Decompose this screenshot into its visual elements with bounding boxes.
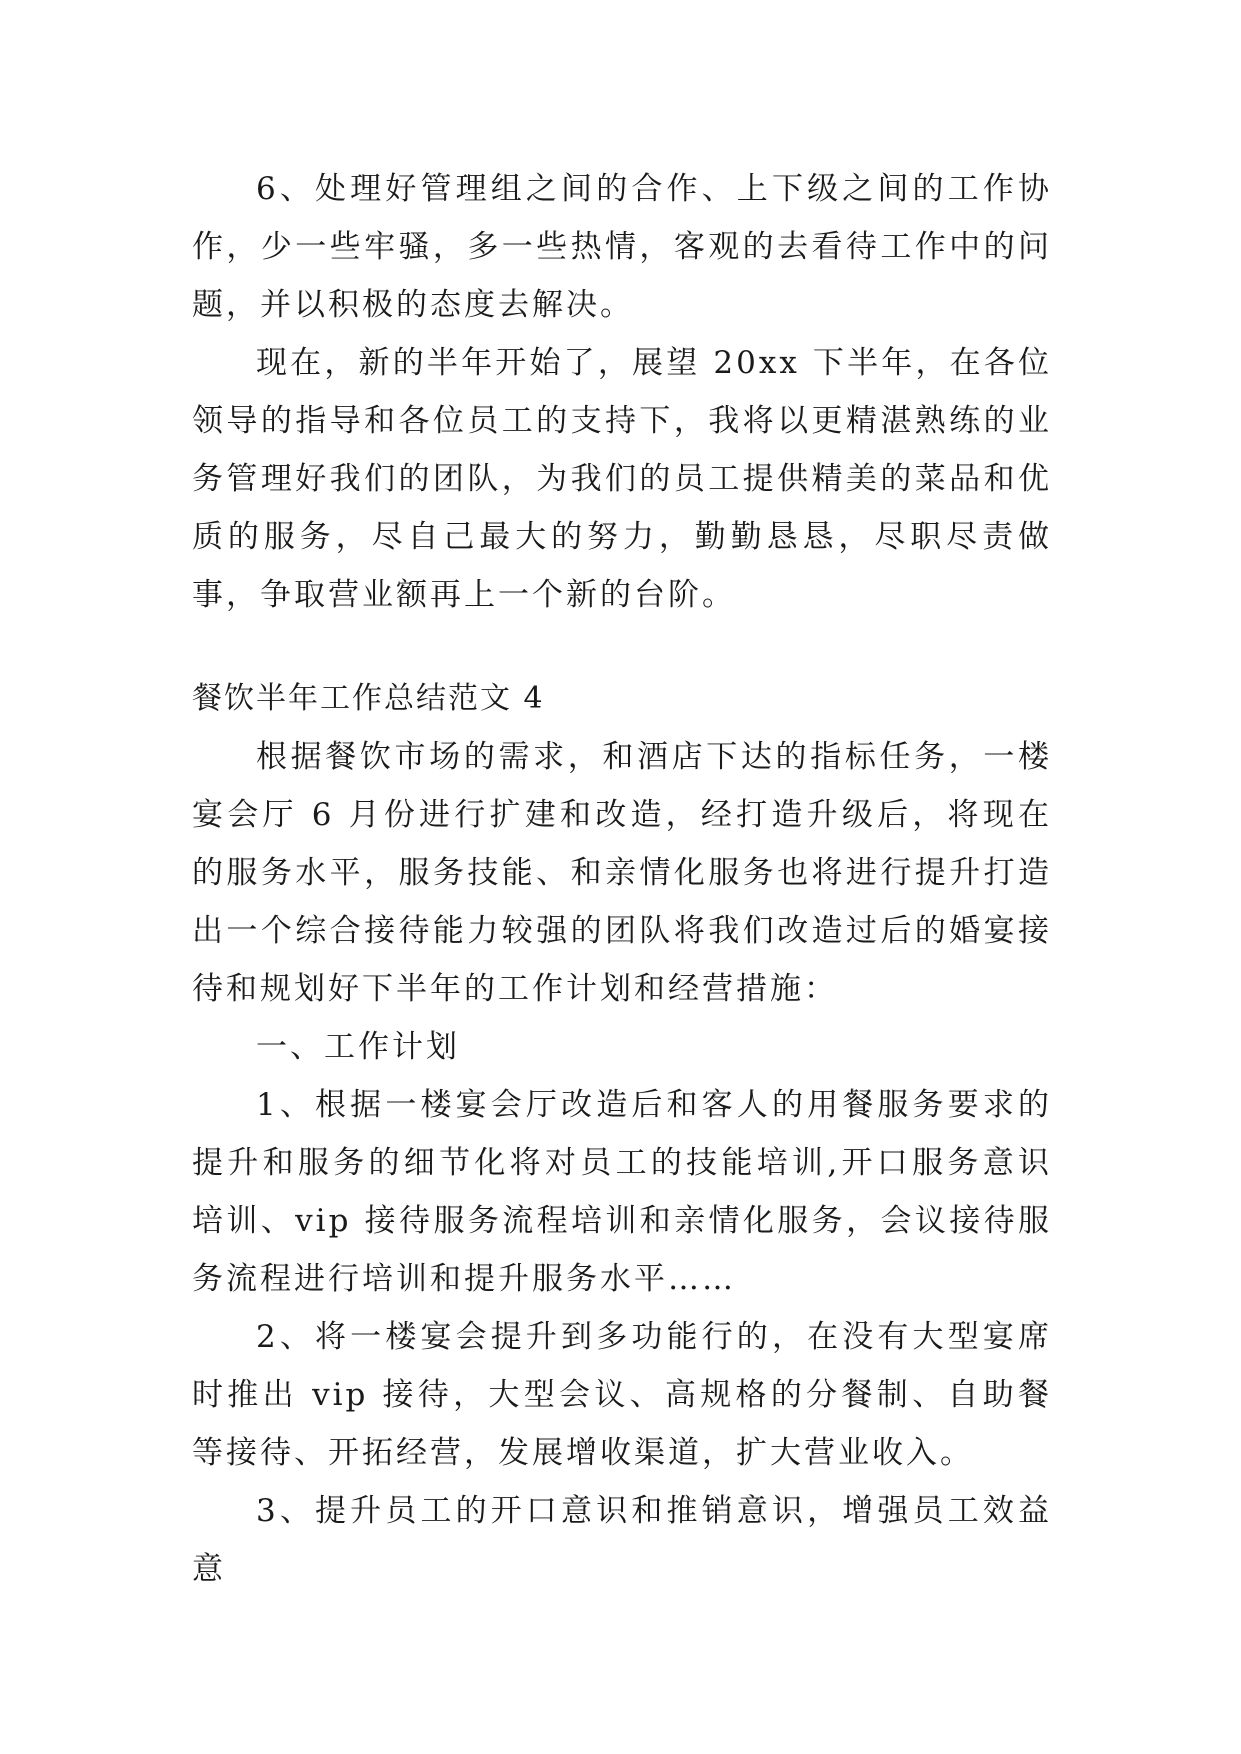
- document-body: [192, 160, 1052, 1598]
- section-intro-paragraph: 根据餐饮市场的需求，和酒店下达的指标任务，一楼宴会厅 6 月份进行扩建和改造，经打造升级后，将现在的服务水平，服务技能、和亲情化服务也将进行提升打造出一个综合接待能力较强的团队将我们改造过后的婚宴接待和规划好下半年的工作计划和经营措施：: [192, 739, 1052, 1007]
- section-subheading: 一、工作计划: [256, 1029, 460, 1065]
- plan-item-2: 2、将一楼宴会提升到多功能行的，在没有大型宴席时推出 vip 接待，大型会议、高规格的分餐制、自助餐等接待、开拓经营，发展增收渠道，扩大营业收入。: [192, 1319, 1052, 1471]
- paragraph-outlook: 现在，新的半年开始了，展望 20xx 下半年，在各位领导的指导和各位员工的支持下，我将以更精湛熟练的业务管理好我们的团队，为我们的员工提供精美的菜品和优质的服务，尽自己最大的努力，勤勤恳恳，尽职尽责做事，争取营业额再上一个新的台阶。: [192, 345, 1052, 613]
- section-title: 餐饮半年工作总结范文 4: [192, 681, 545, 716]
- paragraph-item-6: 6、处理好管理组之间的合作、上下级之间的工作协作，少一些牢骚，多一些热情，客观的去看待工作中的问题，并以积极的态度去解决。: [192, 171, 1052, 323]
- plan-item-1: 1、根据一楼宴会厅改造后和客人的用餐服务要求的提升和服务的细节化将对员工的技能培训,开口服务意识培训、vip 接待服务流程培训和亲情化服务，会议接待服务流程进行培训和提升服务水平……: [192, 1087, 1052, 1297]
- plan-item-3: 3、提升员工的开口意识和推销意识，增强员工效益意: [192, 1493, 1052, 1587]
